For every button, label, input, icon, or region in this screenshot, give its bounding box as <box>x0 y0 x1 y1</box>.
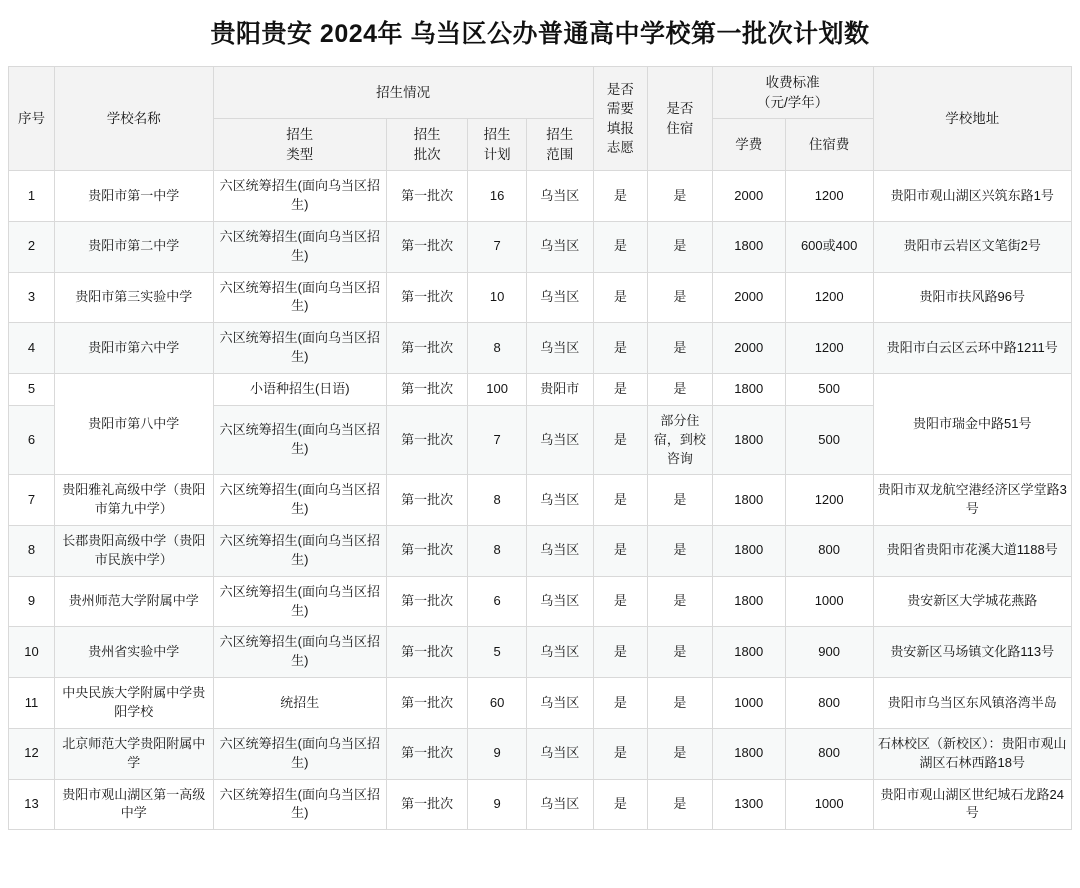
header-enroll-batch <box>386 119 467 171</box>
header-enroll-range-line-1: 招生 <box>546 127 574 143</box>
table-row <box>9 779 1072 830</box>
cell-index: 1 <box>9 171 55 222</box>
cell-address: 贵阳市乌当区东风镇洛湾半岛 <box>873 678 1071 729</box>
cell-address: 贵阳市观山湖区兴筑东路1号 <box>873 171 1071 222</box>
header-enroll-quota-line-1: 招生 <box>483 127 511 143</box>
table-row <box>9 171 1072 222</box>
cell-dorm-fee: 800 <box>785 728 873 779</box>
header-fee-group-line-2: （元/学年） <box>756 94 829 110</box>
cell-dorm: 是 <box>647 678 712 729</box>
cell-address: 贵阳市观山湖区世纪城石龙路24号 <box>873 779 1071 830</box>
cell-address: 贵阳市扶风路96号 <box>873 272 1071 323</box>
cell-dorm: 是 <box>647 576 712 627</box>
cell-dorm: 是 <box>647 475 712 526</box>
cell-dorm-fee: 1200 <box>785 171 873 222</box>
cell-dorm: 是 <box>647 374 712 406</box>
table-row <box>9 678 1072 729</box>
cell-need-will: 是 <box>593 678 647 729</box>
cell-index: 8 <box>9 526 55 577</box>
cell-need-will: 是 <box>593 627 647 678</box>
cell-address: 贵阳市云岩区文笔街2号 <box>873 221 1071 272</box>
cell-index: 7 <box>9 475 55 526</box>
cell-address: 贵阳市瑞金中路51号 <box>873 374 1071 475</box>
cell-index: 9 <box>9 576 55 627</box>
page-title: 贵阳贵安 2024年 乌当区公办普通高中学校第一批次计划数 <box>210 20 870 48</box>
header-dorm-line-2: 住宿 <box>666 120 694 136</box>
cell-enroll-quota: 10 <box>468 272 526 323</box>
header-need-will-line-3: 填报 <box>606 120 634 136</box>
header-enroll-type-line-1: 招生 <box>286 127 314 143</box>
table-row <box>9 221 1072 272</box>
header-enroll-range <box>526 119 593 171</box>
cell-enroll-range: 乌当区 <box>526 221 593 272</box>
cell-enroll-type: 六区统筹招生(面向乌当区招生) <box>213 728 386 779</box>
cell-enroll-quota: 16 <box>468 171 526 222</box>
cell-dorm-fee: 800 <box>785 678 873 729</box>
table-row <box>9 475 1072 526</box>
table-row <box>9 728 1072 779</box>
header-fee-group <box>712 67 873 119</box>
cell-dorm-fee: 600或400 <box>785 221 873 272</box>
cell-school-name: 贵阳市第一中学 <box>54 171 213 222</box>
cell-enroll-batch: 第一批次 <box>386 272 467 323</box>
cell-index: 4 <box>9 323 55 374</box>
cell-address: 贵安新区大学城花燕路 <box>873 576 1071 627</box>
cell-enroll-quota: 9 <box>468 728 526 779</box>
cell-enroll-range: 乌当区 <box>526 405 593 475</box>
header-address: 学校地址 <box>873 67 1071 171</box>
cell-dorm-fee: 1000 <box>785 576 873 627</box>
cell-dorm-fee: 500 <box>785 405 873 475</box>
table-row <box>9 627 1072 678</box>
cell-tuition: 1800 <box>712 526 785 577</box>
cell-enroll-quota: 7 <box>468 221 526 272</box>
cell-need-will: 是 <box>593 728 647 779</box>
cell-tuition: 1800 <box>712 221 785 272</box>
cell-dorm-fee: 1200 <box>785 272 873 323</box>
cell-enroll-quota: 7 <box>468 405 526 475</box>
cell-enroll-range: 乌当区 <box>526 728 593 779</box>
cell-index: 11 <box>9 678 55 729</box>
cell-dorm: 是 <box>647 779 712 830</box>
cell-need-will: 是 <box>593 405 647 475</box>
header-enroll-batch-line-1: 招生 <box>413 127 441 143</box>
cell-dorm-fee: 1200 <box>785 475 873 526</box>
header-enroll-type-line-2: 类型 <box>286 146 314 162</box>
header-dorm <box>647 67 712 171</box>
header-dorm-line-1: 是否 <box>666 101 694 117</box>
cell-index: 2 <box>9 221 55 272</box>
cell-index: 12 <box>9 728 55 779</box>
cell-school-name: 北京师范大学贵阳附属中学 <box>54 728 213 779</box>
cell-address: 贵阳省贵阳市花溪大道1188号 <box>873 526 1071 577</box>
cell-need-will: 是 <box>593 171 647 222</box>
cell-dorm-fee: 1000 <box>785 779 873 830</box>
cell-enroll-type: 六区统筹招生(面向乌当区招生) <box>213 272 386 323</box>
cell-dorm-fee: 1200 <box>785 323 873 374</box>
header-need-will-line-2: 需要 <box>606 101 634 117</box>
cell-enroll-range: 乌当区 <box>526 475 593 526</box>
cell-enroll-quota: 6 <box>468 576 526 627</box>
cell-school-name: 贵州师范大学附属中学 <box>54 576 213 627</box>
header-enroll-range-line-2: 范围 <box>546 146 574 162</box>
cell-enroll-batch: 第一批次 <box>386 221 467 272</box>
cell-school-name: 贵阳市观山湖区第一高级中学 <box>54 779 213 830</box>
cell-enroll-batch: 第一批次 <box>386 627 467 678</box>
header-enroll-quota-line-2: 计划 <box>483 146 511 162</box>
cell-need-will: 是 <box>593 576 647 627</box>
cell-enroll-range: 乌当区 <box>526 678 593 729</box>
cell-tuition: 1800 <box>712 576 785 627</box>
cell-enroll-type: 六区统筹招生(面向乌当区招生) <box>213 171 386 222</box>
cell-enroll-range: 乌当区 <box>526 526 593 577</box>
cell-enroll-quota: 8 <box>468 475 526 526</box>
header-need-will-line-4: 志愿 <box>606 140 634 156</box>
cell-tuition: 1800 <box>712 728 785 779</box>
cell-school-name: 贵阳市第二中学 <box>54 221 213 272</box>
header-enroll-type <box>213 119 386 171</box>
cell-dorm-fee: 500 <box>785 374 873 406</box>
cell-index: 5 <box>9 374 55 406</box>
cell-need-will: 是 <box>593 779 647 830</box>
header-enroll-batch-line-2: 批次 <box>413 146 441 162</box>
cell-enroll-range: 乌当区 <box>526 779 593 830</box>
cell-dorm: 是 <box>647 272 712 323</box>
cell-dorm: 是 <box>647 323 712 374</box>
cell-tuition: 1800 <box>712 374 785 406</box>
cell-enroll-range: 乌当区 <box>526 627 593 678</box>
cell-enroll-quota: 100 <box>468 374 526 406</box>
header-fee-group-line-1: 收费标准 <box>765 75 820 90</box>
cell-address: 贵安新区马场镇文化路113号 <box>873 627 1071 678</box>
cell-enroll-quota: 8 <box>468 526 526 577</box>
cell-enroll-type: 六区统筹招生(面向乌当区招生) <box>213 627 386 678</box>
cell-dorm: 是 <box>647 728 712 779</box>
cell-enroll-quota: 9 <box>468 779 526 830</box>
cell-enroll-type: 六区统筹招生(面向乌当区招生) <box>213 576 386 627</box>
cell-dorm-fee: 800 <box>785 526 873 577</box>
cell-enroll-type: 六区统筹招生(面向乌当区招生) <box>213 475 386 526</box>
cell-tuition: 1800 <box>712 627 785 678</box>
cell-need-will: 是 <box>593 323 647 374</box>
cell-enroll-type: 六区统筹招生(面向乌当区招生) <box>213 221 386 272</box>
cell-school-name: 中央民族大学附属中学贵阳学校 <box>54 678 213 729</box>
cell-school-name: 贵阳市第三实验中学 <box>54 272 213 323</box>
header-school-name: 学校名称 <box>54 67 213 171</box>
cell-tuition: 1800 <box>712 405 785 475</box>
cell-enroll-quota: 5 <box>468 627 526 678</box>
header-need-will <box>593 67 647 171</box>
table-row <box>9 526 1072 577</box>
cell-enroll-batch: 第一批次 <box>386 576 467 627</box>
cell-enroll-batch: 第一批次 <box>386 526 467 577</box>
table-row <box>9 323 1072 374</box>
cell-enroll-range: 乌当区 <box>526 576 593 627</box>
header-need-will-line-1: 是否 <box>606 81 634 97</box>
cell-dorm: 是 <box>647 627 712 678</box>
cell-school-name: 贵阳市第八中学 <box>54 374 213 475</box>
cell-enroll-type: 六区统筹招生(面向乌当区招生) <box>213 405 386 475</box>
cell-enroll-batch: 第一批次 <box>386 405 467 475</box>
cell-address: 石林校区（新校区）：贵阳市观山湖区石林西路18号 <box>873 728 1071 779</box>
table-row <box>9 374 1072 406</box>
header-enroll-quota <box>468 119 526 171</box>
cell-enroll-batch: 第一批次 <box>386 728 467 779</box>
cell-enroll-range: 贵阳市 <box>526 374 593 406</box>
cell-index: 13 <box>9 779 55 830</box>
cell-dorm: 是 <box>647 526 712 577</box>
table-body <box>9 171 1072 830</box>
cell-school-name: 贵阳雅礼高级中学（贵阳市第九中学） <box>54 475 213 526</box>
cell-enroll-type: 小语种招生(日语) <box>213 374 386 406</box>
cell-enroll-type: 六区统筹招生(面向乌当区招生) <box>213 779 386 830</box>
cell-enroll-range: 乌当区 <box>526 272 593 323</box>
cell-enroll-batch: 第一批次 <box>386 779 467 830</box>
cell-enroll-batch: 第一批次 <box>386 374 467 406</box>
table-header <box>9 67 1072 171</box>
cell-enroll-batch: 第一批次 <box>386 475 467 526</box>
cell-need-will: 是 <box>593 221 647 272</box>
cell-school-name: 长郡贵阳高级中学（贵阳市民族中学） <box>54 526 213 577</box>
cell-need-will: 是 <box>593 374 647 406</box>
cell-need-will: 是 <box>593 526 647 577</box>
cell-need-will: 是 <box>593 272 647 323</box>
cell-enroll-batch: 第一批次 <box>386 678 467 729</box>
cell-school-name: 贵州省实验中学 <box>54 627 213 678</box>
cell-address: 贵阳市双龙航空港经济区学堂路3号 <box>873 475 1071 526</box>
header-tuition: 学费 <box>712 119 785 171</box>
cell-need-will: 是 <box>593 475 647 526</box>
cell-tuition: 2000 <box>712 171 785 222</box>
cell-enroll-batch: 第一批次 <box>386 171 467 222</box>
cell-enroll-range: 乌当区 <box>526 323 593 374</box>
cell-enroll-quota: 8 <box>468 323 526 374</box>
admission-plan-table <box>8 66 1072 830</box>
cell-enroll-range: 乌当区 <box>526 171 593 222</box>
cell-tuition: 2000 <box>712 323 785 374</box>
cell-enroll-batch: 第一批次 <box>386 323 467 374</box>
cell-enroll-type: 六区统筹招生(面向乌当区招生) <box>213 323 386 374</box>
cell-enroll-type: 六区统筹招生(面向乌当区招生) <box>213 526 386 577</box>
header-row-top <box>9 67 1072 119</box>
header-dorm-fee: 住宿费 <box>785 119 873 171</box>
cell-index: 6 <box>9 405 55 475</box>
cell-dorm: 是 <box>647 171 712 222</box>
cell-enroll-type: 统招生 <box>213 678 386 729</box>
cell-enroll-quota: 60 <box>468 678 526 729</box>
cell-address: 贵阳市白云区云环中路1211号 <box>873 323 1071 374</box>
cell-dorm: 是 <box>647 221 712 272</box>
table-row <box>9 576 1072 627</box>
cell-tuition: 1000 <box>712 678 785 729</box>
header-enroll-group: 招生情况 <box>213 67 593 119</box>
cell-dorm-fee: 900 <box>785 627 873 678</box>
cell-tuition: 1300 <box>712 779 785 830</box>
header-index: 序号 <box>9 67 55 171</box>
cell-index: 3 <box>9 272 55 323</box>
cell-dorm: 部分住宿，到校咨询 <box>647 405 712 475</box>
cell-tuition: 2000 <box>712 272 785 323</box>
cell-tuition: 1800 <box>712 475 785 526</box>
cell-school-name: 贵阳市第六中学 <box>54 323 213 374</box>
cell-index: 10 <box>9 627 55 678</box>
table-row <box>9 272 1072 323</box>
